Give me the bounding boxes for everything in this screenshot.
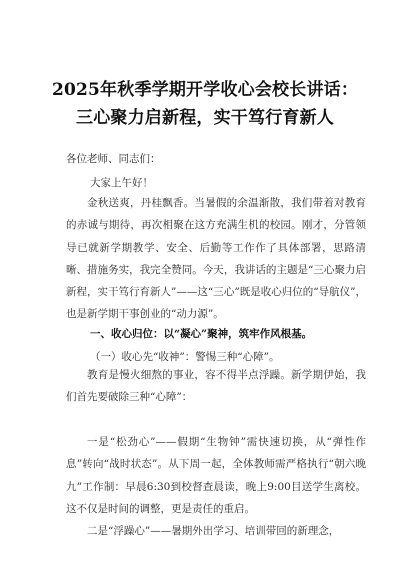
greeting: 大家上午好！ [90,177,153,189]
subsection-heading-1: （一）收心先“收神”：警惕三种“心障”。 [90,351,280,363]
paragraph-obstacle-two: 二是“浮躁心”——暑期外出学习、培训带回的新理念， [87,525,340,537]
document-title-line-1: 2025年秋季学期开学收心会校长讲话： [51,80,359,100]
paragraph-intro: 金秋送爽，丹桂飘香。当暑假的余温渐散，我们带着对教育的赤诚与期待，再次相聚在这方充满生机的校园。刚才，分管领导已就新学期教学、安全、后勤等工作作了具体部署，思路清晰、措施务实，我完全赞同。今天，我讲话的主题是“三心聚力启新程，实干笃行育新人”——这“三心”既是收心归位的“导航仪”，也是新学期干事创业的“动力源”。 [66,197,366,321]
salutation: 各位老师、同志们： [66,153,161,165]
document-title-line-2: 三心聚力启新程，实干笃行育新人 [76,108,334,128]
paragraph-three-obstacles: 教育是慢火细熬的事业，容不得半点浮躁。新学期伊始，我们首先要破除三种“心障”： [66,369,366,404]
paragraph-obstacle-one: 一是“松劲心”——假期“生物钟”需快速切换，从“弹性作息”转向“战时状态”。从下周一起，全体教师需严格执行“朝六晚九”工作制：早晨6:30到校督查晨读，晚上9:00目送学生离校。这不仅是时间的调整，更是责任的重启。 [66,436,366,515]
section-heading-1: 一、收心归位：以“凝心”聚神，筑牢作风根基。 [90,328,313,340]
